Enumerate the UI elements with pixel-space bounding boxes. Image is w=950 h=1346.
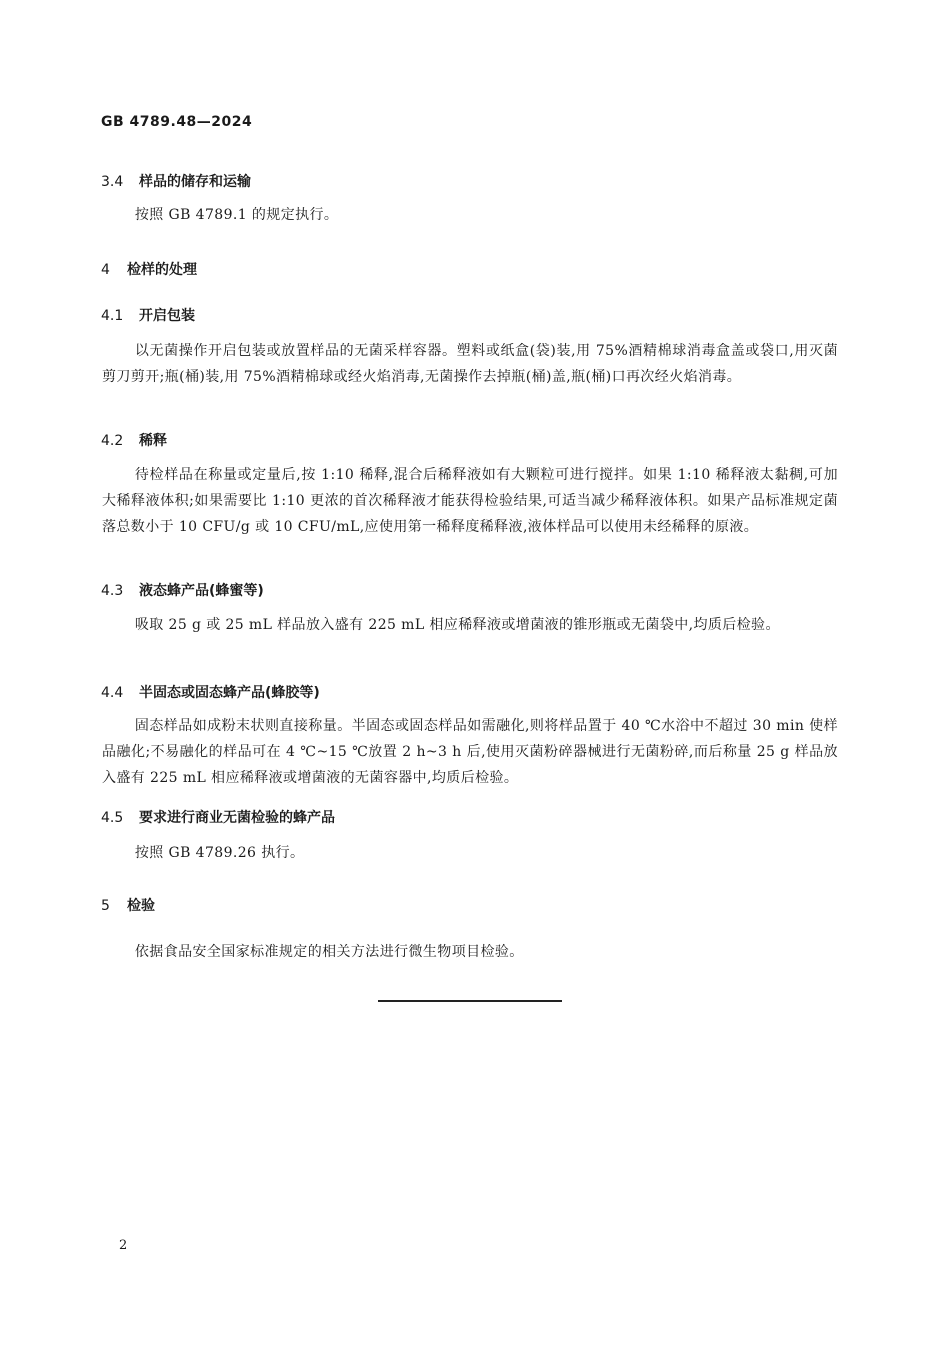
paragraph-4-1: 以无菌操作开启包装或放置样品的无菌采样容器。塑料或纸盒(袋)装,用 75%酒精棉球消毒盒盖或袋口,用灭菌剪刀剪开;瓶(桶)装,用 75%酒精棉球或经火焰消毒,无菌操作去掉瓶(桶)盖,瓶(桶)口再次经火焰消毒。 [102,343,838,385]
section-title: 检样的处理 [127,262,197,278]
paragraph-4-5: 按照 GB 4789.26 执行。 [134,845,305,861]
section-heading-4-2 [101,430,167,450]
section-heading-4 [101,259,197,279]
section-heading-4-5 [101,807,335,827]
section-heading-4-1 [101,305,195,325]
section-heading-4-4 [101,682,320,702]
section-title: 液态蜂产品(蜂蜜等) [139,583,264,599]
end-rule [378,1000,562,1002]
paragraph-3-4: 按照 GB 4789.1 的规定执行。 [134,207,339,223]
paragraph-4-2: 待检样品在称量或定量后,按 1:10 稀释,混合后稀释液如有大颗粒可进行搅拌。如果 1:10 稀释液太黏稠,可加大稀释液体积;如果需要比 1:10 更浓的首次稀释液才能获得检验结果,可适当减少稀释液体积。如果产品标准规定菌落总数小于 10 CFU/g 或 10 CFU/mL,应使用第一稀释度稀释液,液体样品可以使用未经稀释的原液。 [102,467,838,535]
section-number: 4.2 [101,433,124,449]
section-title: 检验 [127,898,155,914]
paragraph-4-4: 固态样品如成粉末状则直接称量。半固态或固态样品如需融化,则将样品置于 40 ℃水浴中不超过 30 min 使样品融化;不易融化的样品可在 4 ℃~15 ℃放置 2 h~3 h 后,使用灭菌粉碎器械进行无菌粉碎,而后称量 25 g 样品放入盛有 225 mL 相应稀释液或增菌液的无菌容器中,均质后检验。 [102,718,838,786]
section-title: 样品的储存和运输 [139,174,251,190]
page-number: 2 [119,1238,128,1253]
paragraph-5: 依据食品安全国家标准规定的相关方法进行微生物项目检验。 [134,944,524,960]
section-title: 开启包装 [139,308,195,324]
section-number: 5 [101,898,110,914]
section-number: 4 [101,262,110,278]
document-id: GB 4789.48—2024 [101,114,253,130]
section-number: 4.5 [101,810,124,826]
paragraph-4-3: 吸取 25 g 或 25 mL 样品放入盛有 225 mL 相应稀释液或增菌液的锥形瓶或无菌袋中,均质后检验。 [134,617,780,633]
section-title: 稀释 [139,433,167,449]
section-heading-3-4 [101,171,251,191]
section-number: 4.1 [101,308,124,324]
section-number: 4.3 [101,583,124,599]
section-title: 要求进行商业无菌检验的蜂产品 [139,810,335,826]
section-number: 3.4 [101,174,124,190]
section-number: 4.4 [101,685,124,701]
section-title: 半固态或固态蜂产品(蜂胶等) [139,685,320,701]
section-heading-5 [101,895,155,915]
section-heading-4-3 [101,580,264,600]
